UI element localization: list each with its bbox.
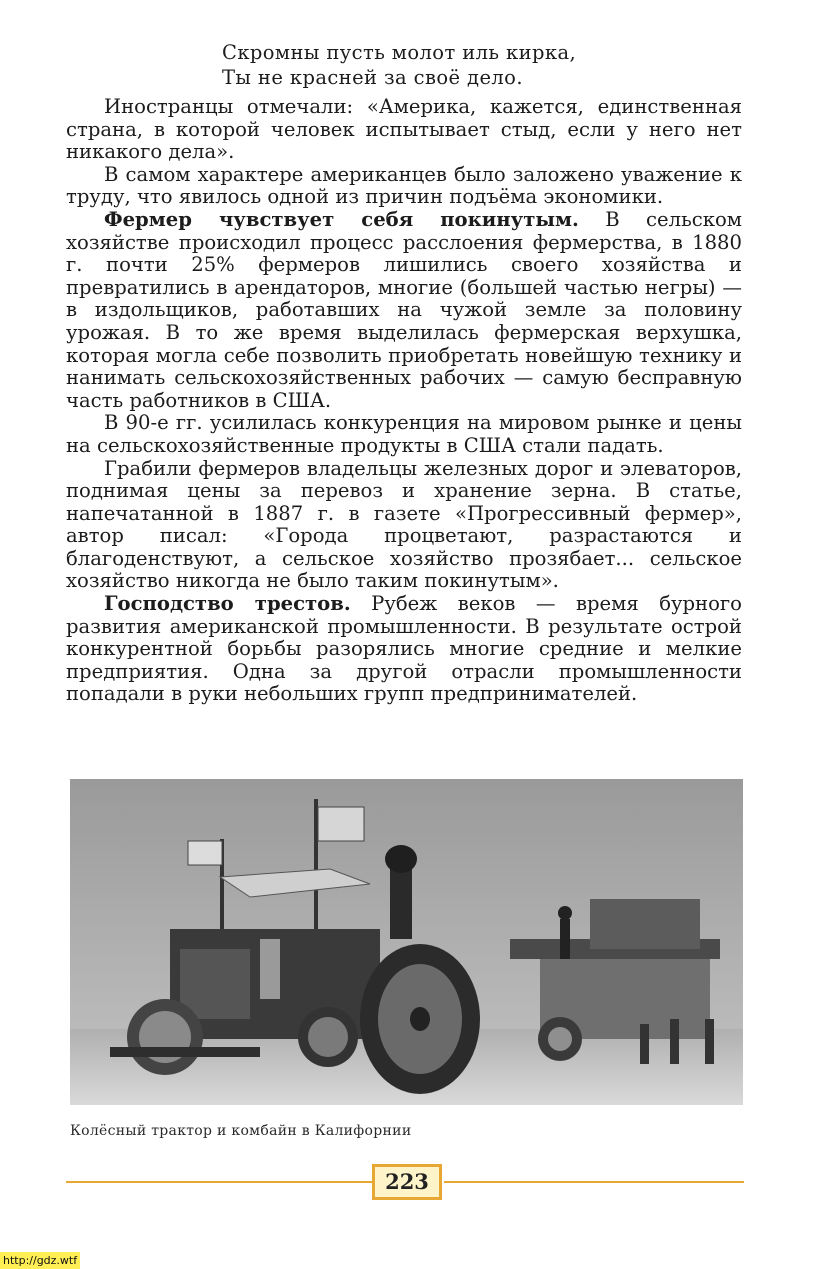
paragraph-farmer-text: В сельском хозяйстве происходил процесс расслоения фермерства, в 1880 г. почти 25% фермеров лишились своего хозяйства и превратились в арендаторов, многие (большей частью негры) — в издольщиков, работавших на чужой земле за половину урожая. В то же время выделилась фермерская верхушка, которая могла себе позволить приобретать новейшую технику и нанимать сельскохозяйственных рабочих — самую бесправную часть работников в США. <box>66 207 742 412</box>
tractor-combine-photo <box>70 779 743 1105</box>
paragraph-trusts-text: Рубеж веков — время бурного развития американской промышленности. В результате острой конкурентной борьбы разорялись многие средние и мелкие предприятия. Одна за другой отрасли промышленности попадали в руки небольших групп предпринимателей. <box>66 592 742 706</box>
paragraph-foreigners: Иностранцы отмечали: «Америка, кажется, единственная страна, в которой человек испытывает стыд, если у него нет никакого дела». <box>66 95 742 164</box>
paragraph-farmer <box>66 209 742 412</box>
epigraph-line-1: Скромны пусть молот иль кирка, <box>222 41 577 64</box>
epigraph <box>222 40 742 90</box>
photo-illustration <box>70 779 743 1105</box>
page-number: 223 <box>372 1164 442 1200</box>
paragraph-competition: В 90-е гг. усилилась конкуренция на мировом рынке и цены на сельскохозяйственные продукты в США стали падать. <box>66 411 742 457</box>
paragraph-railroads: Грабили фермеров владельцы железных дорог и элеваторов, поднимая цены за перевоз и хранение зерна. В статье, напечатанной в 1887 г. в газете «Прогрессивный фермер», автор писал: «Города процветают, разрастаются и благоденствуют, а сельское хозяйство прозябает... сельское хозяйство никогда не было таким покинутым». <box>66 456 742 593</box>
footer-rule-left <box>66 1181 372 1183</box>
paragraph-trusts <box>66 593 742 706</box>
section-heading-farmer: Фермер чувствует себя покинутым. <box>104 207 579 231</box>
figure-caption: Колёсный трактор и комбайн в Калифорнии <box>70 1123 412 1139</box>
site-watermark-link[interactable]: http://gdz.wtf <box>0 1252 80 1269</box>
section-heading-trusts: Господство трестов. <box>104 592 351 616</box>
body-text <box>66 96 742 706</box>
paragraph-respect-for-labor: В самом характере американцев было заложено уважение к труду, что явилось одной из причин подъёма экономики. <box>66 162 742 209</box>
footer-rule-right <box>444 1181 744 1183</box>
epigraph-line-2: Ты не красней за своё дело. <box>222 66 523 89</box>
